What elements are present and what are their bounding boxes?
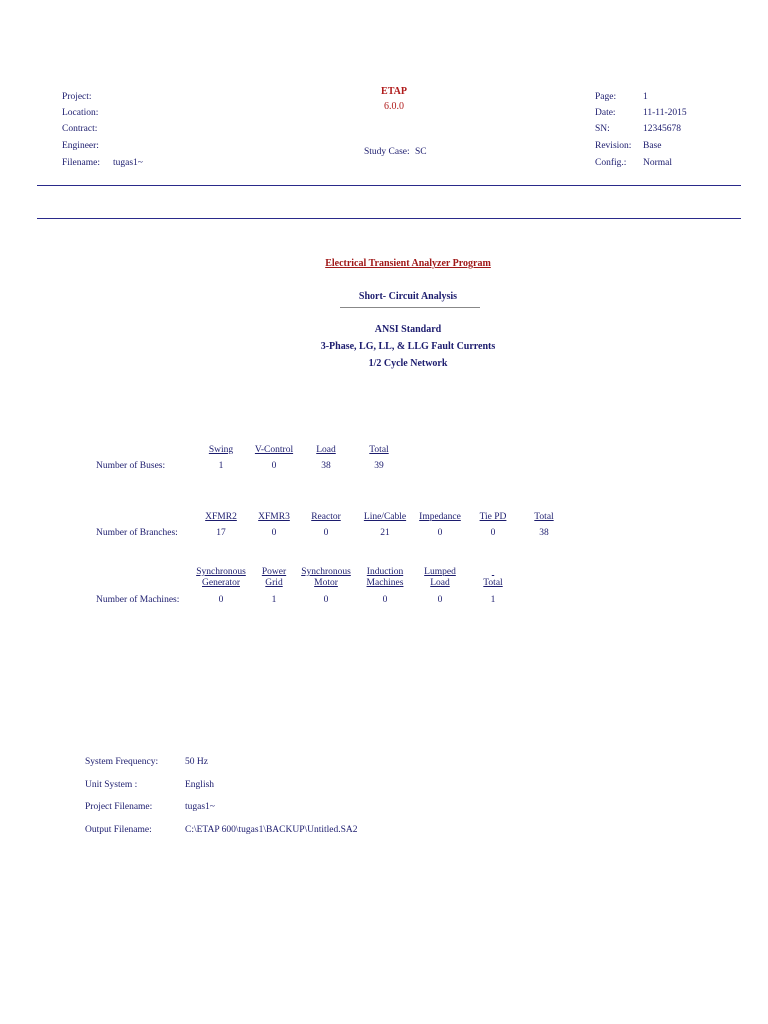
sn-value: 12345678 [643,124,681,134]
machines-header-power-grid [255,567,293,589]
branches-value-xfmr3: 0 [271,528,277,538]
filename-value: tugas1~ [113,158,143,168]
unit-system-label: Unit System : [85,780,138,790]
machines-header-sync-generator [192,567,250,589]
buses-label: Number of Buses: [96,461,166,471]
machines-value-total: 1 [490,595,496,605]
analysis-title: Short- Circuit Analysis [358,291,458,302]
branches-value-total: 38 [539,528,549,538]
system-frequency-label: System Frequency: [85,757,159,767]
header-rule-bottom [37,218,741,219]
machines-header-total-line1 [474,567,512,578]
buses-value-total: 39 [374,461,384,471]
machines-header-total-line2: Total [483,578,503,588]
study-case-value: SC [415,147,427,157]
program-title: Electrical Transient Analyzer Program [325,258,491,269]
buses-header-swing: Swing [208,445,234,455]
branches-value-tiepd: 0 [490,528,496,538]
config-value: Normal [643,158,673,168]
engineer-label: Engineer: [62,141,99,151]
app-name: ETAP [381,86,407,97]
machines-header-total [474,567,512,589]
machines-header-sync-generator-line2: Generator [202,578,240,588]
date-value: 11-11-2015 [643,108,687,118]
buses-header-total: Total [369,445,389,455]
network-title: 1/2 Cycle Network [368,358,448,369]
revision-value: Base [643,141,662,151]
project-filename-value: tugas1~ [185,802,215,812]
machines-header-induction-line1: Induction [366,567,404,577]
machines-header-sync-motor-line1: Synchronous [301,567,351,577]
app-version: 6.0.0 [384,101,404,112]
unit-system-value: English [185,780,215,790]
project-label: Project: [62,92,92,102]
study-case-label: Study Case: [364,147,410,157]
machines-value-lumped-load: 0 [437,595,443,605]
buses-value-swing: 1 [218,461,224,471]
system-frequency-value: 50 Hz [185,757,208,767]
branches-value-reactor: 0 [323,528,329,538]
output-filename-value: C:\ETAP 600\tugas1\BACKUP\Untitled.SA2 [185,825,358,835]
buses-value-load: 38 [321,461,331,471]
machines-header-power-grid-line1: Power [261,567,287,577]
buses-header-load: Load [316,445,336,455]
machines-header-induction-line2: Machines [366,578,404,588]
branches-header-xfmr2: XFMR2 [205,512,237,522]
page-value: 1 [643,92,648,102]
branches-header-reactor: Reactor [311,512,341,522]
branches-header-total: Total [534,512,554,522]
buses-value-vcontrol: 0 [271,461,277,471]
machines-header-induction [358,567,412,589]
machines-header-lumped-load-line2: Load [430,578,450,588]
machines-value-power-grid: 1 [271,595,277,605]
config-label: Config.: [595,158,627,168]
machines-header-lumped-load [418,567,462,589]
contract-label: Contract: [62,124,98,134]
branches-header-tiepd: Tie PD [479,512,507,522]
machines-value-induction: 0 [382,595,388,605]
buses-header-vcontrol: V-Control [254,445,294,455]
page-label: Page: [595,92,617,102]
machines-value-sync-generator: 0 [218,595,224,605]
machines-header-sync-motor [296,567,356,589]
machines-header-lumped-load-line1: Lumped [424,567,456,577]
date-label: Date: [595,108,616,118]
revision-label: Revision: [595,141,632,151]
machines-header-sync-motor-line2: Motor [314,578,338,588]
branches-label: Number of Branches: [96,528,178,538]
project-filename-label: Project Filename: [85,802,153,812]
output-filename-label: Output Filename: [85,825,152,835]
machines-header-power-grid-line2: Grid [265,578,283,588]
location-label: Location: [62,108,99,118]
sn-label: SN: [595,124,610,134]
fault-title: 3-Phase, LG, LL, & LLG Fault Currents [320,341,496,352]
branches-value-xfmr2: 17 [216,528,226,538]
standard-title: ANSI Standard [374,324,442,335]
branches-header-impedance: Impedance [419,512,461,522]
analysis-underline [340,307,480,308]
branches-value-linecable: 21 [380,528,390,538]
machines-label: Number of Machines: [96,595,180,605]
machines-header-sync-generator-line1: Synchronous [196,567,246,577]
header-rule-top [37,185,741,186]
filename-label: Filename: [62,158,100,168]
branches-header-linecable: Line/Cable [363,512,407,522]
branches-value-impedance: 0 [437,528,443,538]
machines-value-sync-motor: 0 [323,595,329,605]
branches-header-xfmr3: XFMR3 [258,512,290,522]
